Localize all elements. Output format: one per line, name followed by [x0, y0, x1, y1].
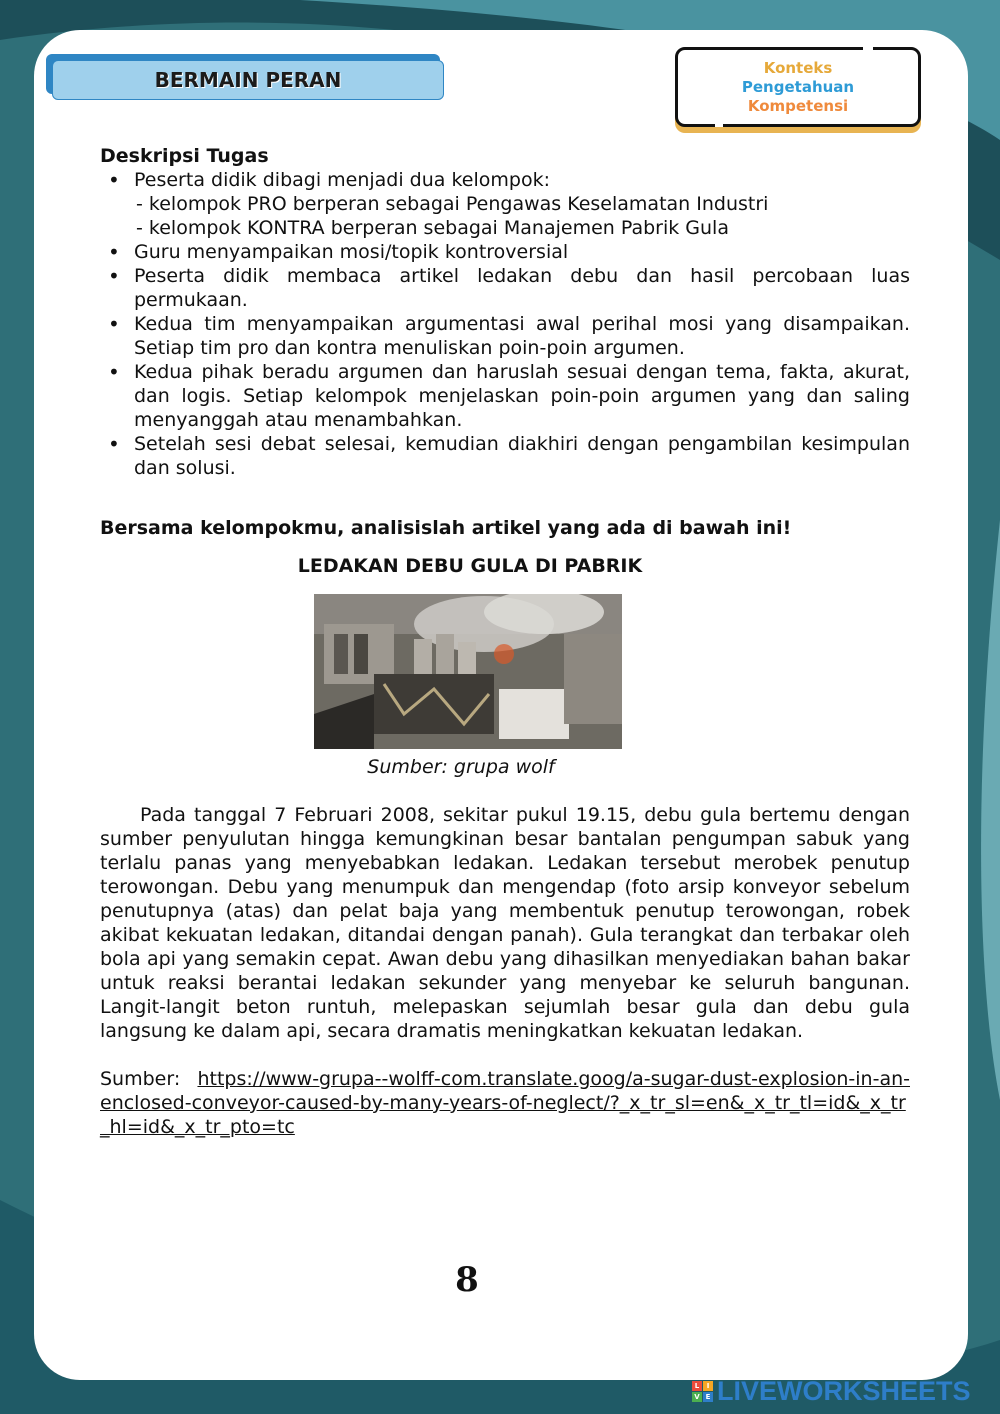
- main-content: [100, 144, 910, 1139]
- image-caption: Sumber: grupa wolf: [367, 756, 555, 778]
- article-instruction: Bersama kelompokmu, analisislah artikel yang ada di bawah ini!: [100, 517, 792, 539]
- brand-name: LIVEWORKSHEETS: [717, 1375, 971, 1406]
- section-tab: [46, 54, 444, 100]
- frame-gap: [715, 119, 723, 127]
- section-title: BERMAIN PERAN: [52, 60, 444, 100]
- source-link[interactable]: https://www-grupa--wolff-com.translate.goog/a-sugar-dust-explosion-in-an-enclosed-conveyor-caused-by-many-years-of-neglect/?_x_tr_sl=en&_x_tr_tl=id&_x_tr_hl=id&_x_tr_pto=tc: [100, 1068, 910, 1138]
- logo-letter: I: [703, 1381, 713, 1391]
- task-item: [100, 168, 910, 240]
- competency-tag-box: [675, 47, 921, 133]
- article-title: LEDAKAN DEBU GULA DI PABRIK: [297, 555, 643, 577]
- task-subitem-kontra: - kelompok KONTRA berperan sebagai Manajemen Pabrik Gula: [136, 217, 729, 239]
- task-item-text: Peserta didik dibagi menjadi dua kelompok:: [134, 169, 550, 191]
- task-subitem-pro: - kelompok PRO berperan sebagai Pengawas Keselamatan Industri: [136, 193, 769, 215]
- task-item: • Setelah sesi debat selesai, kemudian diakhiri dengan pengambilan kesimpulan dan solusi.: [100, 432, 910, 480]
- liveworksheets-logo-icon: [692, 1381, 713, 1402]
- article-body: Pada tanggal 7 Februari 2008, sekitar pukul 19.15, debu gula bertemu dengan sumber penyulutan hingga kemungkinan besar bantalan pengumpan sabuk yang terlalu panas yang menyebabkan ledakan. Ledakan tersebut merobek penutup terowongan. Debu yang menumpuk dan mengendap (foto arsip konveyor sebelum penutupnya (atas) dan pelat baja yang membentuk penutup terowongan, robek akibat kekuatan ledakan, ditandai dengan panah). Gula terangkat dan terbakar oleh bola api yang semakin cepat. Awan debu yang dihasilkan menyediakan bahan bakar untuk reaksi berantai ledakan sekunder yang menyebar ke seluruh bangunan. Langit-langit beton runtuh, melepaskan sejumlah besar gula dan debu gula langsung ke dalam api, secara dramatis meningkatkan kekuatan ledakan.: [100, 804, 910, 1042]
- logo-letter: L: [692, 1381, 702, 1391]
- logo-letter: V: [692, 1392, 702, 1402]
- task-heading: Deskripsi Tugas: [100, 145, 269, 167]
- frame-gap: [863, 43, 873, 51]
- tag-konteks: Konteks: [763, 58, 833, 77]
- task-list: [100, 168, 910, 480]
- tag-box-frame: [675, 47, 921, 127]
- factory-explosion-photo: [314, 594, 622, 749]
- tag-pengetahuan: Pengetahuan: [741, 77, 855, 96]
- page-number: 8: [455, 1260, 479, 1300]
- logo-letter: E: [703, 1392, 713, 1402]
- liveworksheets-brand: [692, 1376, 992, 1406]
- tag-kompetensi: Kompetensi: [747, 96, 849, 115]
- task-item: • Guru menyampaikan mosi/topik kontroversial: [100, 240, 910, 264]
- source-label: Sumber:: [100, 1068, 181, 1090]
- task-item: • Kedua pihak beradu argumen dan haruslah sesuai dengan tema, fakta, akurat, dan logis. Setiap kelompok menjelaskan poin-poin argumen yang dan saling menyanggah atau menambahkan.: [100, 360, 910, 432]
- task-item: • Peserta didik membaca artikel ledakan debu dan hasil percobaan luas permukaan.: [100, 264, 910, 312]
- article-source: [100, 1067, 910, 1139]
- task-item: • Kedua tim menyampaikan argumentasi awal perihal mosi yang disampaikan. Setiap tim pro dan kontra menuliskan poin-poin argumen.: [100, 312, 910, 360]
